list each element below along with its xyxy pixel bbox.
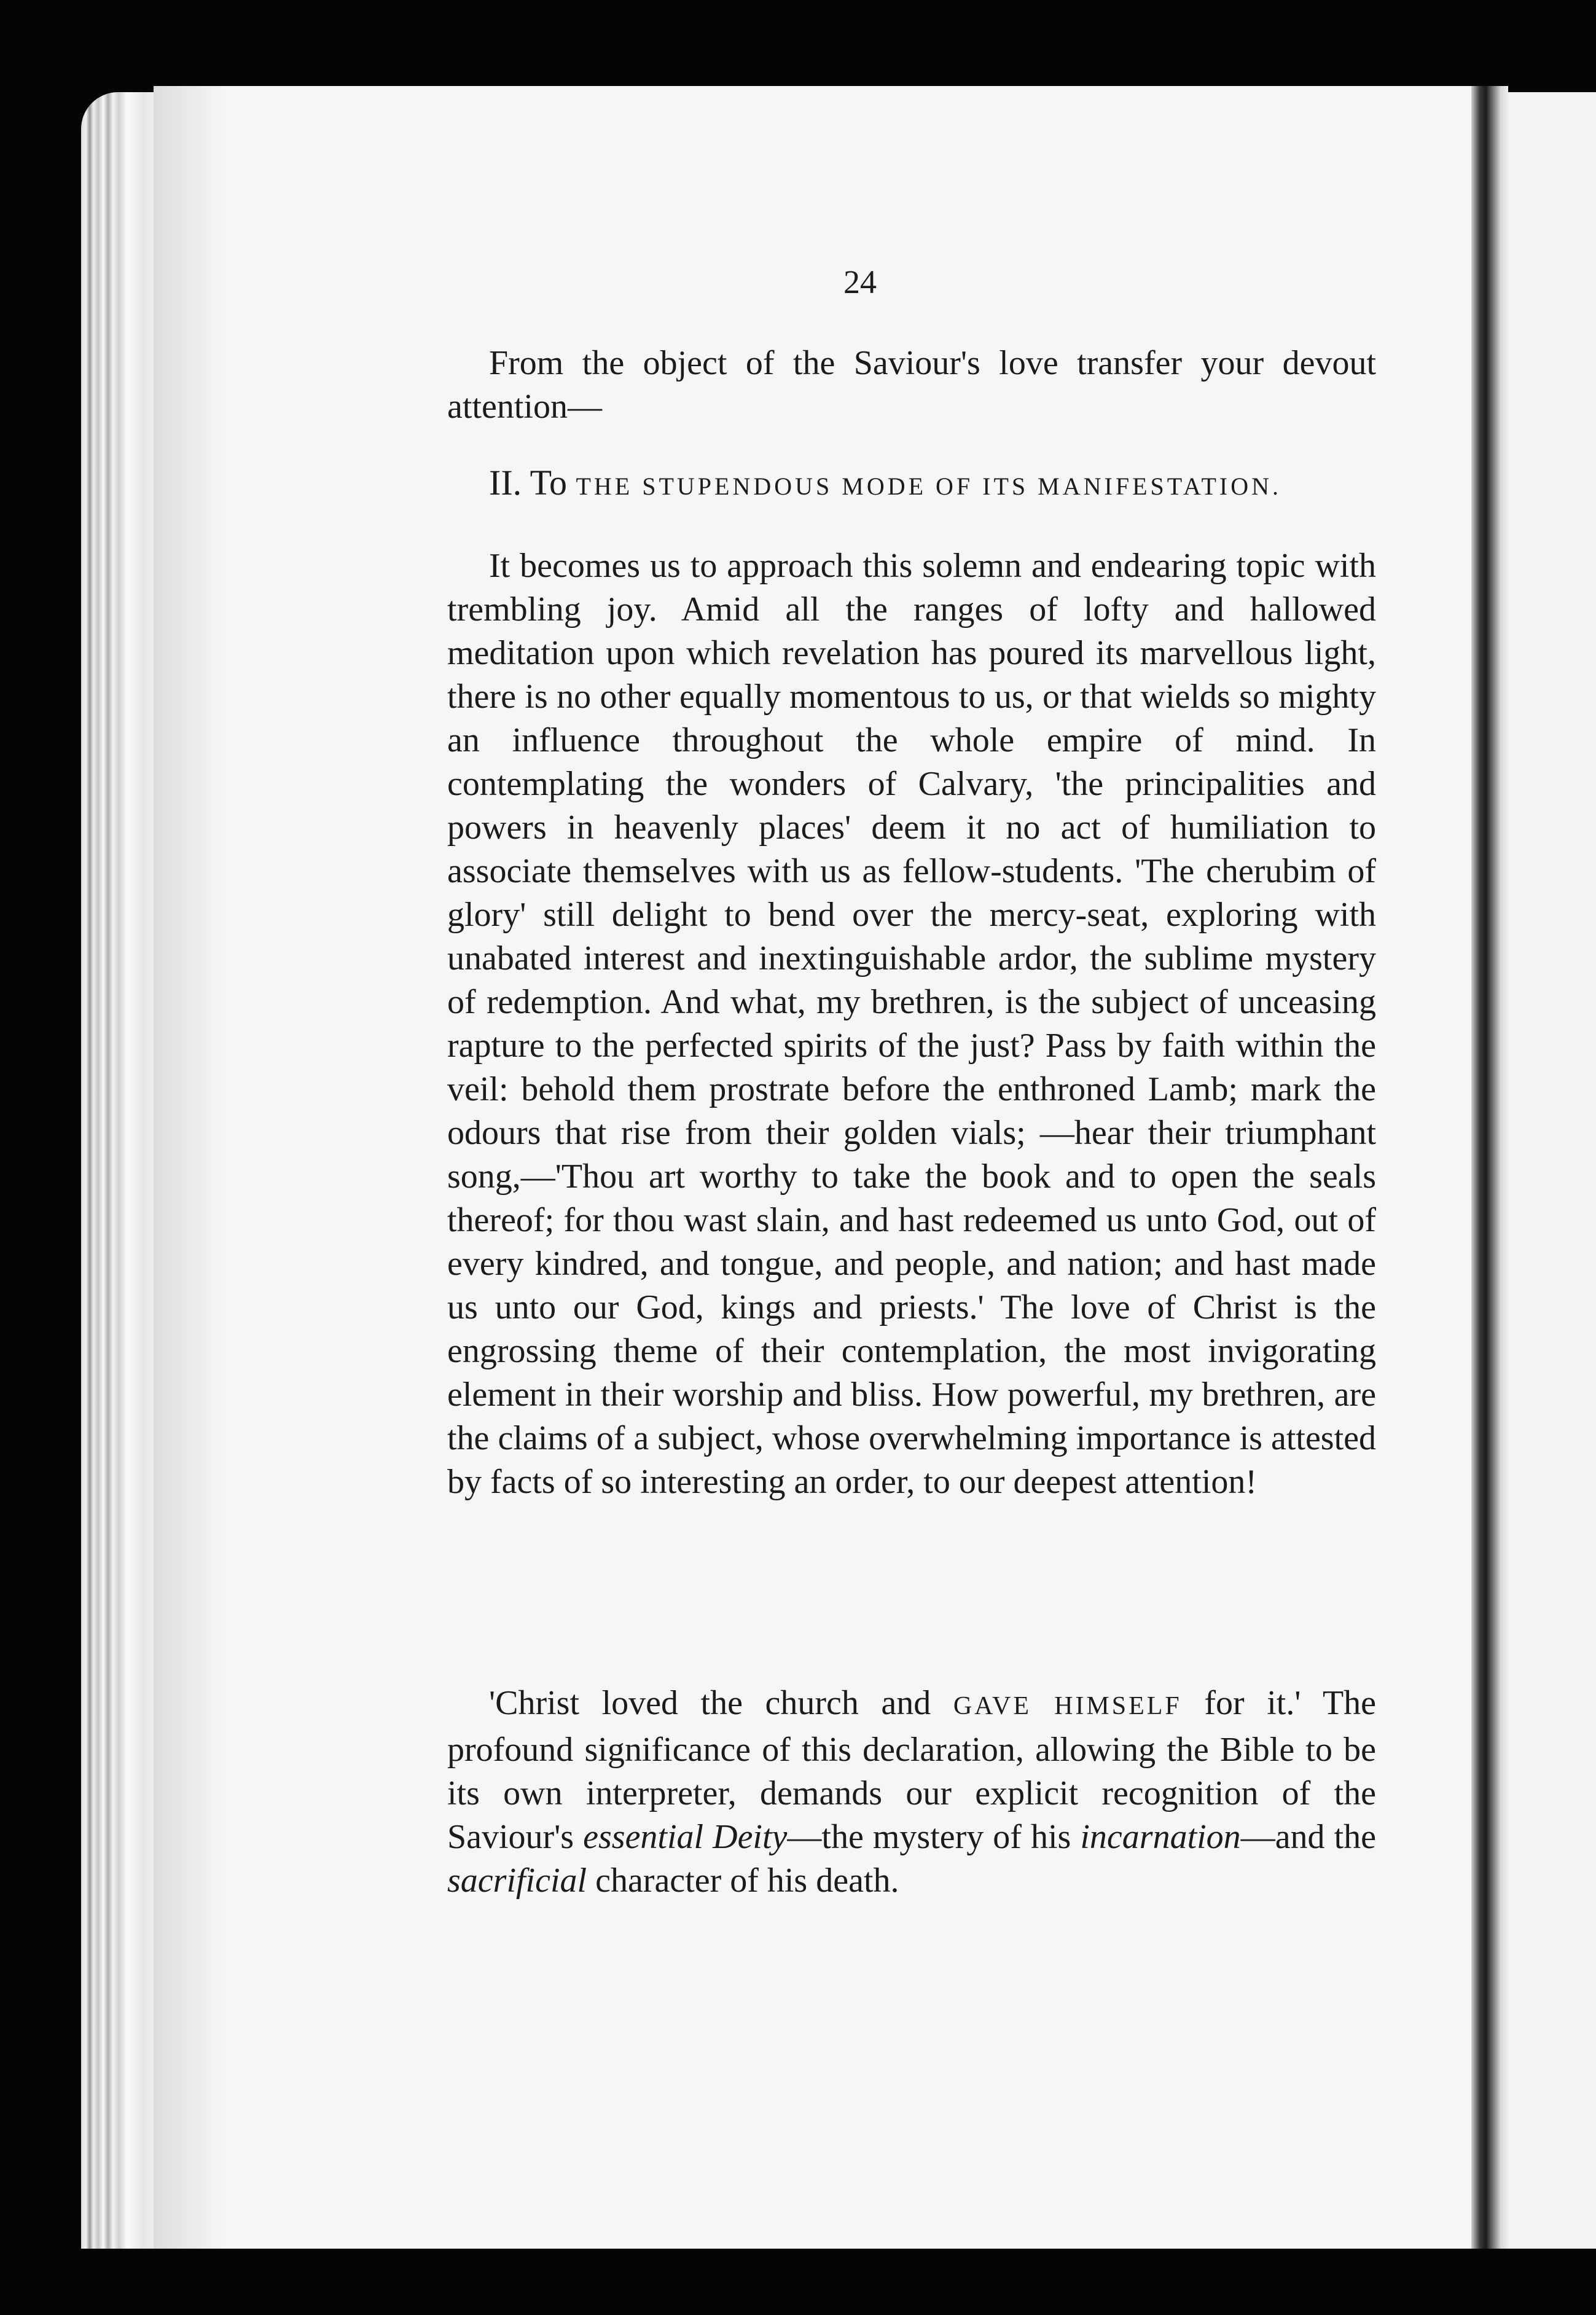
sentence-start: The profound significance of this declaration, allowing the Bible to be its own interpreter, demands our explicit recognition of the Saviour's bbox=[447, 1684, 1377, 1856]
gutter-shadow bbox=[154, 86, 227, 2249]
quote-end: for it.' bbox=[1204, 1684, 1301, 1722]
sentence-end: character of his death. bbox=[595, 1862, 899, 1900]
page-number: 24 bbox=[843, 264, 877, 300]
body-paragraph-2 bbox=[447, 1682, 1376, 1903]
separator-1: —the mystery of his bbox=[787, 1818, 1071, 1856]
intro-text: From the object of the Saviour's love transfer your devout attention— bbox=[447, 344, 1376, 426]
body-paragraph-1 bbox=[447, 544, 1376, 1504]
italic-essential-deity: essential Deity bbox=[583, 1818, 788, 1856]
separator-2: —and the bbox=[1240, 1818, 1376, 1856]
paragraph-2-text bbox=[447, 1682, 1376, 1903]
facing-page-edge bbox=[1508, 92, 1596, 2249]
intro-paragraph bbox=[447, 342, 1376, 429]
italic-sacrificial: sacrificial bbox=[447, 1862, 587, 1900]
section-numeral: II. To bbox=[489, 463, 567, 503]
italic-incarnation: incarnation bbox=[1080, 1818, 1241, 1856]
quote-start: 'Christ loved the church and bbox=[489, 1684, 931, 1722]
book-spine bbox=[1471, 86, 1508, 2249]
paragraph-1-text: It becomes us to approach this solemn and endearing topic with trembling joy. Amid all the ranges of lofty and hallowed meditation upon which revelation has poured its marvellous light, there is no other equally momentous to us, or that wields so mighty an influence throughout the whole empire of mind. In contemplating the wonders of Calvary, 'the principalities and powers in heavenly places' deem it no act of humiliation to associate themselves with us as fellow-students. 'The cherubim of glory' still delight to bend over the mercy-seat, exploring with unabated interest and inextinguishable ardor, the sublime mystery of redemption. And what, my brethren, is the subject of unceasing rapture to the perfected spirits of the just? Pass by faith within the veil: behold them prostrate before the enthroned Lamb; mark the odours that rise from their golden vials; —hear their triumphant song,—'Thou art worthy to take the book and to open the seals thereof; for thou wast slain, and hast redeemed us unto God, out of every kindred, and tongue, and people, and nation; and hast made us unto our God, kings and priests.' The love of Christ is the engrossing theme of their contemplation, the most invigorating element in their worship and bliss. How powerful, my brethren, are the claims of a subject, whose overwhelming importance is attested by facts of so interesting an order, to our deepest attention! bbox=[447, 547, 1376, 1501]
section-heading bbox=[489, 462, 1380, 503]
section-title: THE STUPENDOUS MODE OF ITS MANIFESTATION. bbox=[576, 472, 1281, 500]
quote-emphasis: GAVE HIMSELF bbox=[953, 1692, 1182, 1720]
